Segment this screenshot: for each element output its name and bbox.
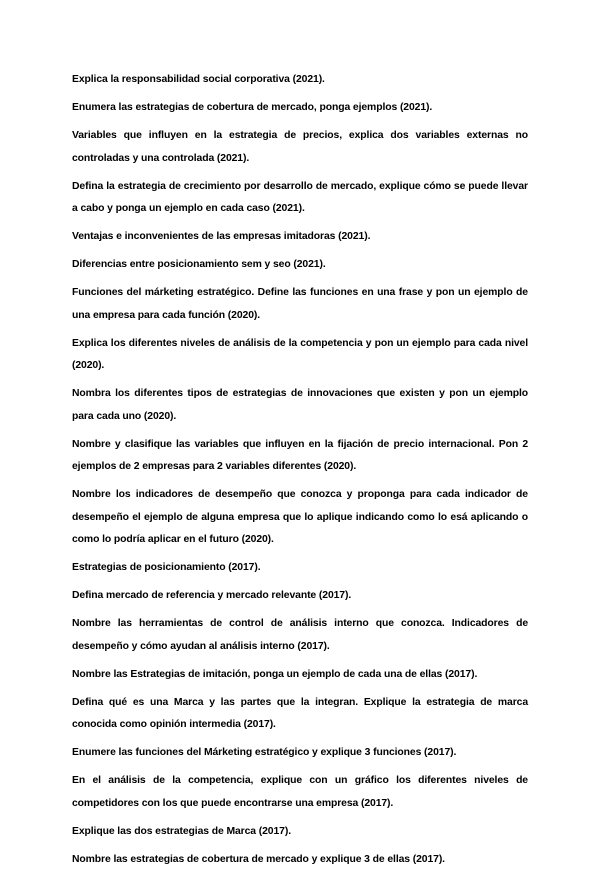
question-item: Nombre las Estrategias de imitación, ponga un ejemplo de cada una de ellas (2017). bbox=[72, 668, 478, 680]
question-item: Defina la estrategia de crecimiento por desarrollo de mercado, explique cómo se puede llevar a cabo y ponga un ejemplo en cada caso (2021). bbox=[72, 180, 528, 214]
question-item: Ventajas e inconvenientes de las empresas imitadoras (2021). bbox=[72, 231, 371, 242]
question-item: En el análisis de la competencia, explique con un gráfico los diferentes niveles de competidores con los que puede encontrarse una empresa (2017). bbox=[72, 775, 528, 809]
question-item: Diferencias entre posicionamiento sem y seo (2021). bbox=[72, 259, 326, 270]
question-item: Enumere las funciones del Márketing estratégico y explique 3 funciones (2017). bbox=[72, 747, 457, 758]
question-item: Explica los diferentes niveles de análisis de la competencia y pon un ejemplo para cada nivel (2020). bbox=[72, 337, 528, 371]
question-item: Defina qué es una Marca y las partes que la integran. Explique la estrategia de marca conocida como opinión intermedia (2017). bbox=[72, 696, 528, 730]
question-item: Enumera las estrategias de cobertura de mercado, ponga ejemplos (2021). bbox=[72, 102, 433, 113]
question-item: Estrategias de posicionamiento (2017). bbox=[72, 562, 261, 573]
question-item: Explica la responsabilidad social corporativa (2021). bbox=[72, 74, 325, 85]
question-item: Explique las dos estrategias de Marca (2017). bbox=[72, 825, 291, 837]
question-item: Defina mercado de referencia y mercado relevante (2017). bbox=[72, 590, 352, 601]
question-item: Funciones del márketing estratégico. Define las funciones en una frase y pon un ejemplo de una empresa para cada función (2020). bbox=[72, 287, 528, 321]
question-item: Nombre las estrategias de cobertura de mercado y explique 3 de ellas (2017). bbox=[72, 853, 445, 865]
question-item: Nombre y clasifique las variables que influyen en la fijación de precio internacional. Pon 2 ejemplos de 2 empresas para 2 variables diferentes (2020). bbox=[72, 438, 528, 472]
document-page bbox=[72, 69, 528, 877]
question-item: Nombra los diferentes tipos de estrategias de innovaciones que existen y pon un ejemplo para cada uno (2020). bbox=[72, 388, 528, 422]
question-item: Nombre las herramientas de control de análisis interno que conozca. Indicadores de desempeño y cómo ayudan al análisis interno (2017). bbox=[72, 618, 528, 652]
question-item: Variables que influyen en la estrategia de precios, explica dos variables externas no controladas y una controlada (2021). bbox=[72, 130, 528, 164]
question-item: Nombre los indicadores de desempeño que conozca y proponga para cada indicador de desempeño el ejemplo de alguna empresa que lo aplique indicando como lo esá aplicando o como lo podría aplicar en el futuro (2020). bbox=[72, 489, 528, 545]
